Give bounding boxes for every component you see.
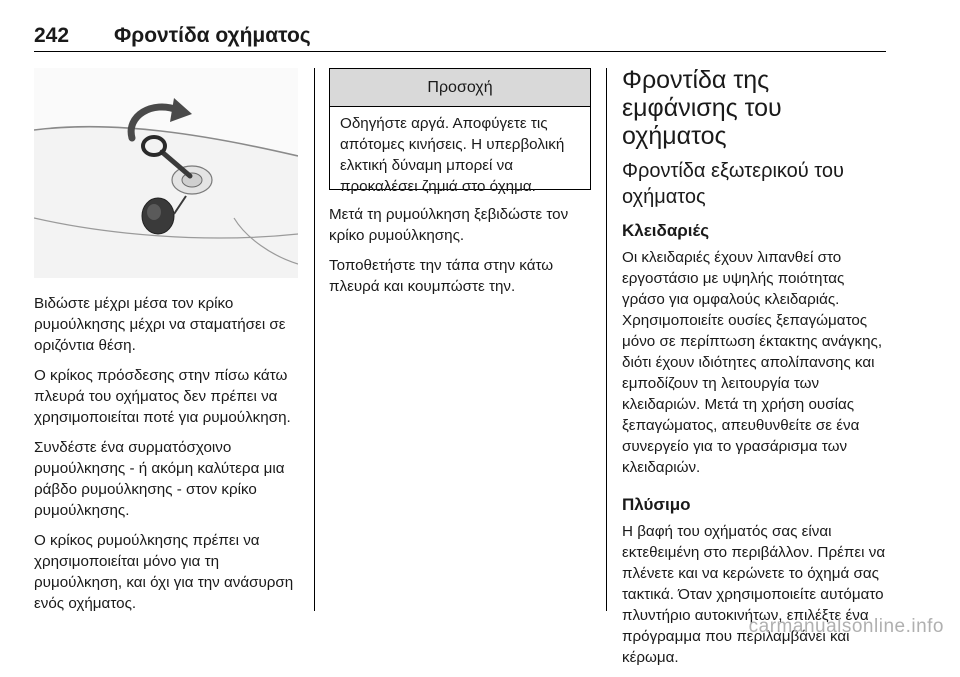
page-number: 242	[34, 24, 70, 47]
page-title: Φροντίδα οχήματος	[114, 24, 311, 47]
paragraph: Συνδέστε ένα συρματόσχοινο ρυμούλκησης - ή ακόμη καλύτερα μια ράβδο ρυμούλκησης - στον κρίκο ρυμούλκησης.	[34, 439, 285, 519]
column-1	[34, 293, 302, 623]
caution-text: Οδηγήστε αργά. Αποφύγετε τις απότομες κινήσεις. Η υπερβολική ελκτική δύναμη μπορεί να προκαλέσει ζημιά στο όχημα.	[340, 115, 565, 195]
column-2	[329, 204, 591, 306]
page-header	[34, 24, 886, 50]
caution-box	[329, 68, 591, 195]
section-heading: Φροντίδα της εμφάνισης του οχήματος	[622, 66, 782, 150]
subsection-heading: Φροντίδα εξωτερικού του οχήματος	[622, 160, 844, 208]
column-divider-1	[314, 68, 315, 611]
paragraph: Βιδώστε μέχρι μέσα τον κρίκο ρυμούλκησης μέχρι να σταματήσει σε οριζόντια θέση.	[34, 295, 286, 354]
towing-eye-illustration	[34, 68, 298, 278]
paragraph: Ο κρίκος ρυμούλκησης πρέπει να χρησιμοποιείται μόνο για τη ρυμούλκηση, και όχι για την ανάσυρση ενός οχήματος.	[34, 532, 294, 612]
locks-heading: Κλειδαριές	[622, 221, 710, 240]
watermark: carmanualsonline.info	[748, 616, 944, 637]
locks-text: Οι κλειδαριές έχουν λιπανθεί στο εργοστάσιο με υψηλής ποιότητας γράσο για ομφαλούς κλειδαριάς. Χρησιμοποιείτε ουσίες ξεπαγώματος μόνο σε περίπτωση έκτακτης ανάγκης, διότι έχουν ιδιότητες απολίπανσης και εμποδίζουν τη λειτουργία των κλειδαριών. Μετά τη χρήση ουσίας ξεπαγώματος, απευθυνθείτε σε ένα συνεργείο για το γρασάρισμα των κλειδαριών.	[622, 249, 883, 476]
towing-eye-drawing	[34, 68, 298, 278]
header-rule	[34, 51, 886, 52]
wash-heading: Πλύσιμο	[622, 495, 691, 514]
paragraph: Ο κρίκος πρόσδεσης στην πίσω κάτω πλευρά του οχήματος δεν πρέπει να χρησιμοποιείται ποτέ για ρυμούλκηση.	[34, 367, 291, 426]
wash-text: Η βαφή του οχήματός σας είναι εκτεθειμένη στο περιβάλλον. Πρέπει να πλένετε και να κερώνετε το όχημά σας τακτικά. Όταν χρησιμοποιείτε αυτόματο πλυντήριο αυτοκινήτων, επιλέξτε ένα πρόγραμμα που περιλαμβάνει και κέρωμα.	[622, 523, 886, 666]
column-3	[622, 66, 890, 677]
paragraph: Μετά τη ρυμούλκηση ξεβιδώστε τον κρίκο ρυμούλκησης.	[329, 206, 569, 244]
column-divider-2	[606, 68, 607, 611]
paragraph: Τοποθετήστε την τάπα στην κάτω πλευρά και κουμπώστε την.	[329, 257, 554, 295]
caution-heading: Προσοχή	[330, 69, 590, 107]
